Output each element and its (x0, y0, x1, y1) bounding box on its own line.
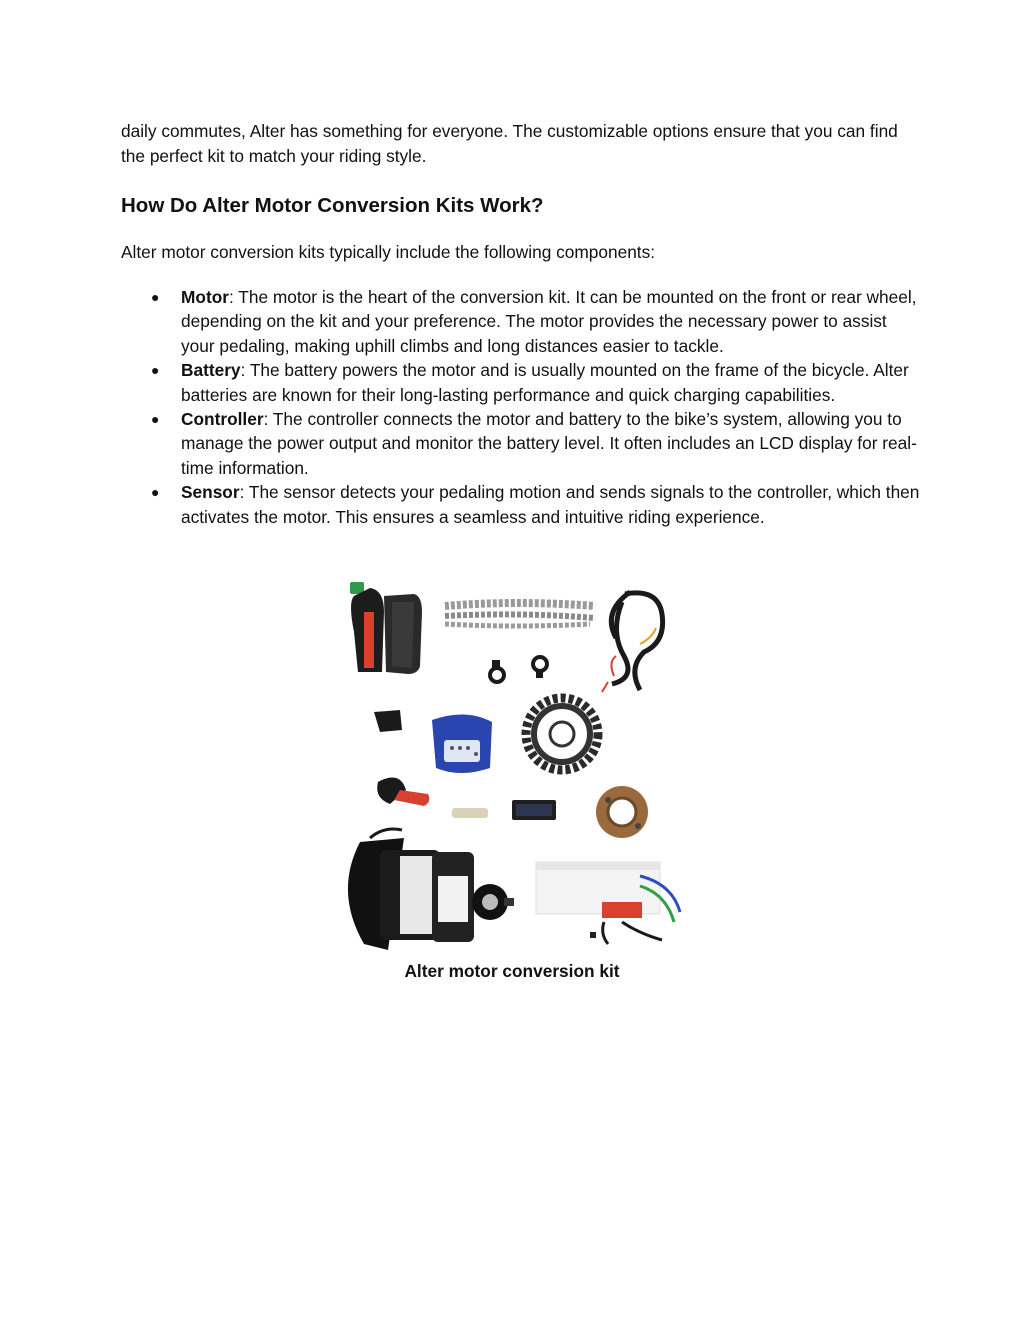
lead-paragraph: Alter motor conversion kits typically include the following components: (121, 242, 656, 262)
mount-plate-icon (596, 786, 648, 838)
component-description: : The motor is the heart of the conversion kit. It can be mounted on the front or rear wheel, depending on the kit and your preference. The motor provides the necessary power to assist your pedaling, making uphill climbs and long distances easier to tackle. (181, 287, 917, 356)
list-item-motor (121, 285, 921, 358)
controller-box-icon (432, 714, 492, 773)
bullet-icon: ● (151, 289, 160, 305)
bullet-icon: ● (151, 362, 160, 379)
section-heading: How Do Alter Motor Conversion Kits Work? (121, 194, 544, 217)
component-term: Sensor (181, 482, 240, 503)
component-term: Motor (181, 287, 229, 307)
bullet-icon: ● (151, 484, 160, 501)
component-description: : The battery powers the motor and is usually mounted on the frame of the bicycle. Alter batteries are known for their long-lasting performance and quick charging capabilities. (181, 360, 909, 405)
bullet-icon: ● (151, 411, 160, 428)
components-list (121, 285, 921, 529)
list-item-controller (121, 407, 921, 480)
component-term: Controller (181, 409, 264, 430)
component-description: : The sensor detects your pedaling motion and sends signals to the controller, which then activates the motor. This ensures a seamless and intuitive riding experience. (181, 482, 920, 527)
conversion-kit-photo (340, 572, 690, 952)
intro-paragraph: daily commutes, Alter has something for everyone. The customizable options ensure that you can find the perfect kit to match your riding style. (121, 121, 898, 166)
figure-caption: Alter motor conversion kit (404, 961, 620, 981)
list-item-battery (121, 358, 921, 407)
component-term: Battery (181, 360, 241, 381)
list-item-sensor (121, 480, 921, 529)
component-description: : The controller connects the motor and battery to the bike’s system, allowing you to manage the power output and monitor the battery level. It often includes an LCD display for real-time information. (181, 409, 917, 478)
